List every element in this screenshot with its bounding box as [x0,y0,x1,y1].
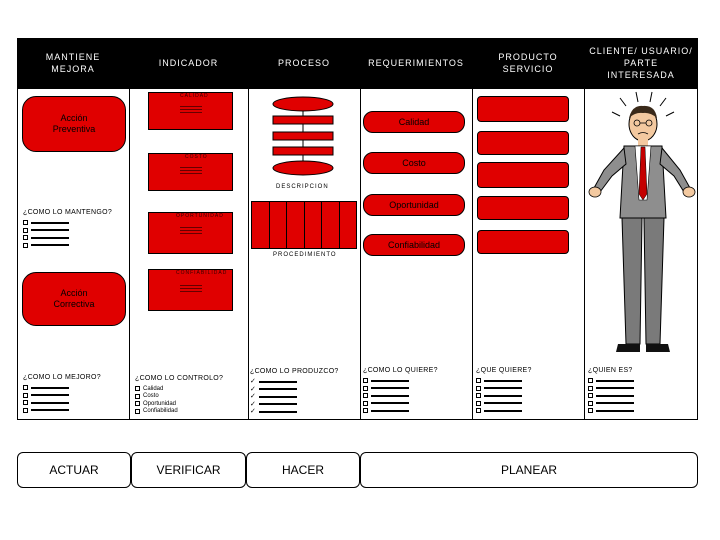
header-cliente: CLIENTE/ USUARIO/ PARTE INTERESADA [584,38,698,88]
flow-start-terminal [273,97,333,111]
question-como-quiere: ¿COMO LO QUIERE? [363,367,438,374]
question-produzco: ¿COMO LO PRODUZCO? [250,368,339,375]
hacer-box: HACER [246,452,360,488]
flow-step-2 [273,132,333,140]
header-proceso: PROCESO [248,38,360,88]
question-mantengo: ¿COMO LO MANTENGO? [23,209,113,216]
column-indicador [129,88,248,420]
actuar-box: ACTUAR [17,452,131,488]
produzco-checklist: ✓ ✓ ✓ ✓ ✓ [250,378,297,416]
controlo-item-oportunidad: Oportunidad [143,400,177,407]
indicador-oportunidad-lines [180,225,202,236]
producto-box-3 [477,162,569,188]
como-quiere-checklist [363,377,409,415]
question-controlo: ¿COMO LO CONTROLO? [135,375,224,382]
mejoro-checklist [23,384,69,414]
header-indicador: INDICADOR [129,38,248,88]
que-quiere-checklist [476,377,522,415]
accion-preventiva: Acción Preventiva [22,96,126,152]
producto-box-4 [477,196,569,220]
accion-correctiva: Acción Correctiva [22,272,126,326]
question-mejoro: ¿COMO LO MEJORO? [23,374,101,381]
descripcion-label: DESCRIPCION [276,184,329,190]
producto-box-2 [477,131,569,155]
flow-step-3 [273,147,333,155]
flow-step-1 [273,116,333,124]
req-costo: Costo [363,152,465,174]
producto-box-1 [477,96,569,122]
question-que-quiere: ¿QUE QUIERE? [476,367,532,374]
req-confiabilidad: Confiabilidad [363,234,465,256]
indicador-oportunidad-label: OPORTUNIDAD [176,213,224,219]
flow-end-terminal [273,161,333,175]
producto-box-5 [477,230,569,254]
header-mantiene-mejora: MANTIENE MEJORA [17,38,129,88]
indicador-costo-lines [180,165,202,176]
planear-box: PLANEAR [360,452,698,488]
indicador-costo-label: COSTO [185,154,208,160]
controlo-item-confiabilidad: Confiabilidad [143,408,178,414]
controlo-item-costo: Costo [143,393,159,399]
header-requerimientos: REQUERIMIENTOS [360,38,472,88]
indicador-confiabilidad-lines [180,283,202,294]
process-flowchart [268,92,338,182]
controlo-checklist [135,385,178,415]
question-quien-es: ¿QUIEN ES? [588,367,633,374]
indicador-calidad-label: CALIDAD [180,93,209,99]
descripcion-table [251,201,357,249]
quien-es-checklist [588,377,634,415]
procedimiento-label: PROCEDIMIENTO [273,252,337,258]
header-producto-servicio: PRODUCTO SERVICIO [472,38,584,88]
verificar-box: VERIFICAR [131,452,246,488]
req-oportunidad: Oportunidad [363,194,465,216]
indicador-confiabilidad-label: CONFIABILIDAD [176,270,228,276]
controlo-item-calidad: Calidad [143,385,164,392]
req-calidad: Calidad [363,111,465,133]
indicador-calidad-lines [180,104,202,115]
businessman-figure-icon [588,90,696,360]
mantengo-checklist [23,219,69,249]
